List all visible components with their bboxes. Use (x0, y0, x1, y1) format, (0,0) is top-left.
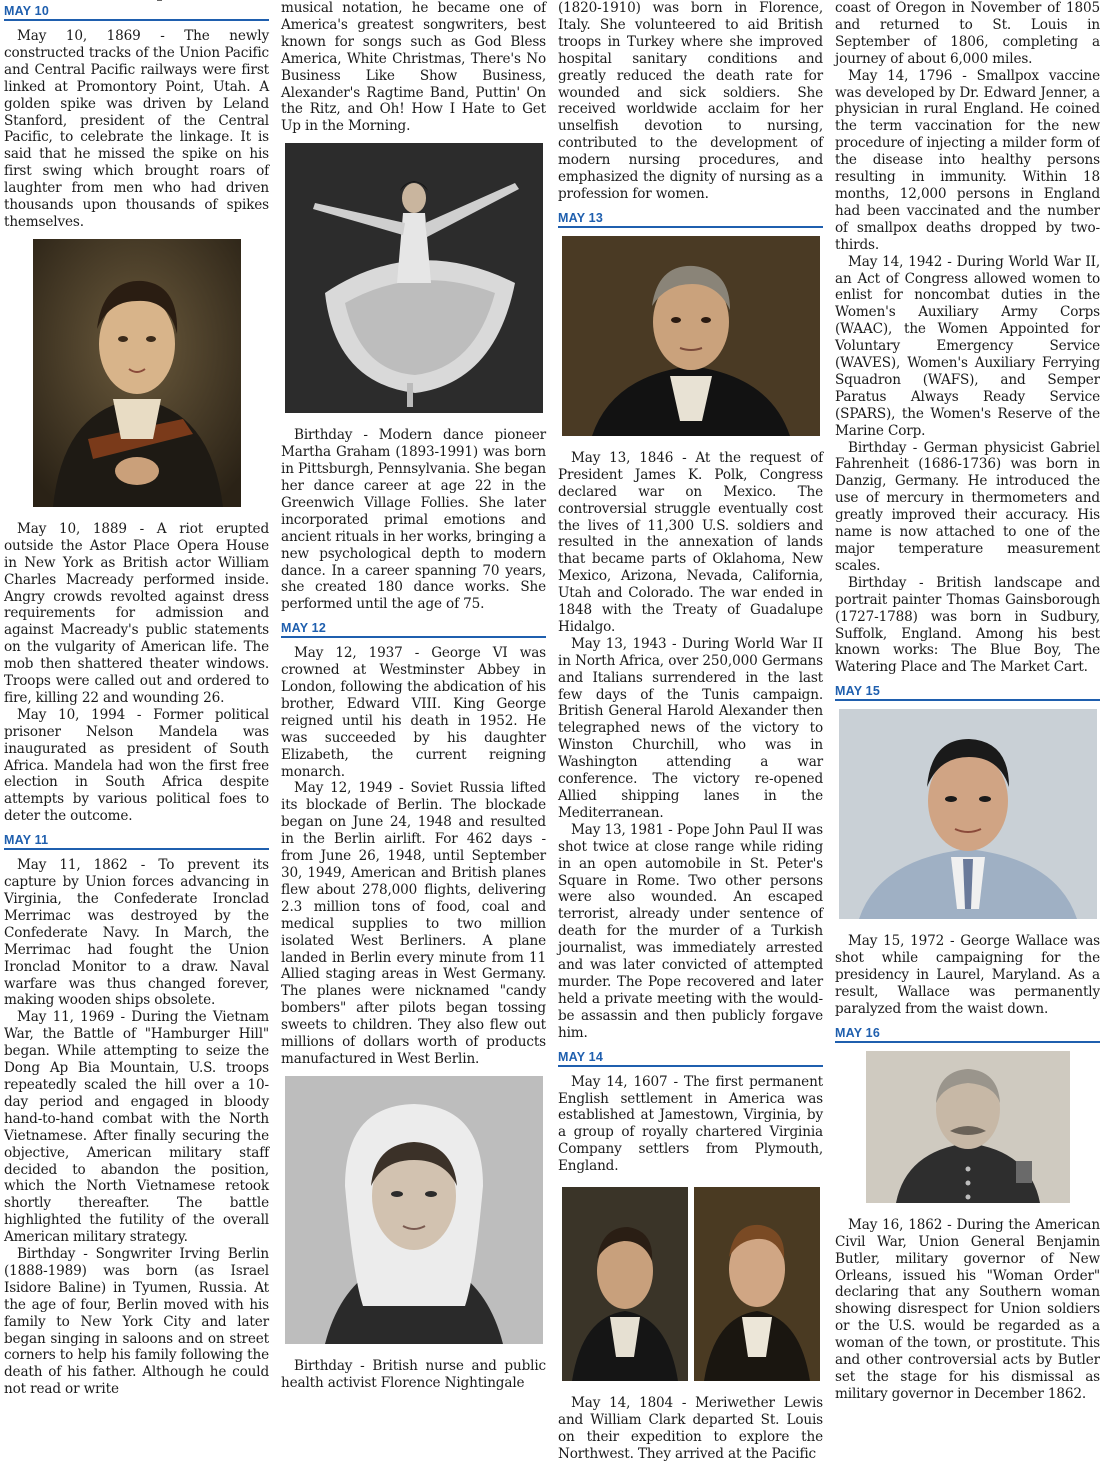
heading-may-10: MAY 10 (4, 2, 269, 21)
heading-may-15: MAY 15 (835, 682, 1100, 701)
article-may13-1943: May 13, 1943 - During World War II in North Africa, over 250,000 Germans and Italians surrendered in the last few days of the Tunis campaign. British General Harold Alexander then telegraphed news of the victory to Winston Churchill, who was in Washington attending a war conference. The victory re-opened Allied shipping lanes in the Mediterranean. (558, 635, 823, 821)
heading-may-11: MAY 11 (4, 831, 269, 850)
portrait-polk-image (562, 236, 820, 436)
photo-george-wallace-image (839, 709, 1097, 919)
heading-may-12: MAY 12 (281, 619, 546, 638)
article-berlin-continued: musical notation, he became one of America's greatest songwriters, best known for songs such as God Bless America, White Christmas, There's No Business Like Show Business, Alexander's Ragtime Band, Puttin' On the Ritz, and Oh! How I Hate to Get Up in the Morning. (281, 0, 546, 135)
article-may12-1937: May 12, 1937 - George VI was crowned at Westminster Abbey in London, following the abdication of his brother, Edward VIII. King George reigned until his death in 1952. He was succeeded by his daughter Elizabeth, the current reigning monarch. (281, 645, 546, 780)
article-may13-1981: May 13, 1981 - Pope John Paul II was shot twice at close range while riding in an open automobile in St. Peter's Square in Rome. Two other persons were also wounded. An escaped terrorist, already under sentence of death for the murder of a Turkish journalist, was immediately arrested and was later convicted of attempted murder. The Pope recovered and later held a private meeting with the would-be assassin and then publicly forgave him. (558, 821, 823, 1041)
article-birthday-fahrenheit: Birthday - German physicist Gabriel Fahrenheit (1686-1736) was born in Danzig, Germany. He introduced the use of mercury in thermometers and greatly improved their accuracy. His name is now attached to one of the major temperature measurement scales. (835, 439, 1100, 574)
article-birthday-berlin: Birthday - Songwriter Irving Berlin (1888-1989) was born (as Israel Isidore Baline) in Tyumen, Russia. At the age of four, Berlin moved with his family to New York City and later began singing in saloons and on street corners to help his family following the death of his father. Although he could not read or write (4, 1246, 269, 1398)
article-may10-1994: May 10, 1994 - Former political prisoner Nelson Mandela was inaugurated as president of South Africa. Mandela had won the first free election in South Africa despite attempts by various political foes to deter the outcome. (4, 706, 269, 825)
article-may11-1862: May 11, 1862 - To prevent its capture by Union forces advancing in Virginia, the Confederate Ironclad Merrimac was destroyed by the Confederate Navy. In March, the Merrimac had fought the Union Ironclad Monitor to a draw. Naval warfare was thus changed forever, making wooden ships obsolete. (4, 857, 269, 1009)
article-may14-1796: May 14, 1796 - Smallpox vaccine was developed by Dr. Edward Jenner, a physician in rural England. He coined the term vaccination for the new procedure of injecting a milder form of the disease into healthy persons resulting in immunity. Within 18 months, 12,000 persons in England had been vaccinated and the number of smallpox deaths dropped by two-thirds. (835, 67, 1100, 253)
column-2 (281, 0, 546, 1391)
article-birthday-nightingale: Birthday - British nurse and public health activist Florence Nightingale (281, 1357, 546, 1391)
article-may10-1869: May 10, 1869 - The newly constructed tracks of the Union Pacific and Central Pacific railways were first linked at Promontory Point, Utah. A golden spike was driven by Leland Stanford, president of the Central Pacific, to celebrate the linkage. It is said that he missed the spike on his first swing which brought roars of laughter from men who had driven thousands upon thousands of spikes themselves. (4, 28, 269, 230)
heading-may-16: MAY 16 (835, 1024, 1100, 1043)
article-birthday-gainsborough: Birthday - British landscape and portrait painter Thomas Gainsborough (1727-1788) was born in Sudbury, Suffolk, England. Among his best known works: The Blue Boy, The Watering Place and The Market Cart. (835, 574, 1100, 676)
portrait-nightingale-image (285, 1076, 543, 1344)
column-1 (4, 0, 269, 1398)
article-may13-1846: May 13, 1846 - At the request of President James K. Polk, Congress declared war on Mexico. The controversial struggle eventually cost the lives of 11,300 U.S. soldiers and resulted in the annexation of lands that became parts of Oklahoma, New Mexico, Arizona, Nevada, California, Utah and Colorado. The war ended in 1848 with the Treaty of Guadalupe Hidalgo. (558, 449, 823, 635)
portrait-macready-image (33, 239, 241, 507)
heading-may-13: MAY 13 (558, 209, 823, 228)
photo-benjamin-butler-image (866, 1051, 1070, 1203)
photo-martha-graham-image (285, 143, 543, 413)
article-nightingale-continued: (1820-1910) was born in Florence, Italy. She volunteered to aid British troops in Turkey where she improved hospital sanitary conditions and greatly reduced the death rate for wounded and sick soldiers. She received worldwide acclaim for her unselfish devotion to nursing, contributed to the development of modern nursing procedures, and emphasized the dignity of nursing as a profession for women. (558, 0, 823, 202)
column-3 (558, 0, 823, 1462)
article-birthday-graham: Birthday - Modern dance pioneer Martha Graham (1893-1991) was born in Pittsburgh, Pennsylvania. She began her dance career at age 22 in the Greenwich Village Follies. She later incorporated primal emotions and ancient rituals in her works, bringing a new psychological depth to modern dance. In a career spanning 70 years, she created 180 dance works. She performed until the age of 75. (281, 427, 546, 613)
article-may12-1949: May 12, 1949 - Soviet Russia lifted its blockade of Berlin. The blockade began on June 24, 1948 and resulted in the Berlin airlift. For 462 days - from June 26, 1948, until September 30, 1949, American and British planes flew about 278,000 flights, delivering 2.3 million tons of food, coal and medical supplies to two million isolated West Berliners. A plane landed in Berlin every minute from 11 Allied staging areas in West Germany. The planes were nicknamed "candy bombers" after pilots began tossing sweets to children. They also flew out millions of dollars worth of products manufactured in West Berlin. (281, 780, 546, 1067)
article-may16-1862: May 16, 1862 - During the American Civil War, Union General Benjamin Butler, military governor of New Orleans, issued his "Woman Order" declaring that any Southern woman showing disrespect for Union soldiers or the U.S. would be regarded as a woman of the town, or prostitute. This and other controversial acts by Butler set the stage for his dismissal as military governor in December 1862. (835, 1216, 1100, 1402)
article-lewis-clark-continued: coast of Oregon in November of 1805 and returned to St. Louis in September of 1806, completing a journey of about 6,000 miles. (835, 0, 1100, 67)
article-may14-1607: May 14, 1607 - The first permanent English settlement in America was established at Jamestown, Virginia, by a group of royally chartered Virginia Company settlers from Plymouth, England. (558, 1073, 823, 1175)
article-may10-1889: May 10, 1889 - A riot erupted outside the Astor Place Opera House in New York as British actor William Charles Macready performed inside. Angry crowds revolted against dress requirements for admission and against Macready's public statements on the vulgarity of American life. The mob then shattered theater windows. Troops were called out and ordered to fire, killing 22 and wounding 26. (4, 520, 269, 706)
column-4 (835, 0, 1100, 1402)
article-may14-1942: May 14, 1942 - During World War II, an Act of Congress allowed women to enlist for noncombat duties in the Women's Auxiliary Army Corps (WAAC), the Women Appointed for Voluntary Emergency Service (WAVES), Women's Auxiliary Ferrying Squadron (WAFS), and Semper Paratus Always Ready Service (SPARS), the Women's Reserve of the Marine Corp. (835, 253, 1100, 439)
heading-may-14: MAY 14 (558, 1048, 823, 1067)
article-may11-1969: May 11, 1969 - During the Vietnam War, the Battle of "Hamburger Hill" began. While attempting to seize the Dong Ap Bia Mountain, U.S. troops repeatedly scaled the hill over a 10-day period and engaged in bloody hand-to-hand combat with the North Vietnamese. After finally securing the objective, American military staff decided to abandon the position, which the North Vietnamese retook shortly thereafter. The battle highlighted the futility of the overall American military strategy. (4, 1009, 269, 1246)
portrait-lewis-clark-image (562, 1187, 820, 1381)
article-may14-1804: May 14, 1804 - Meriwether Lewis and William Clark departed St. Louis on their expedition to explore the Northwest. They arrived at the Pacific (558, 1395, 823, 1462)
article-may15-1972: May 15, 1972 - George Wallace was shot while campaigning for the presidency in Laurel, Maryland. As a result, Wallace was permanently paralyzed from the waist down. (835, 933, 1100, 1017)
